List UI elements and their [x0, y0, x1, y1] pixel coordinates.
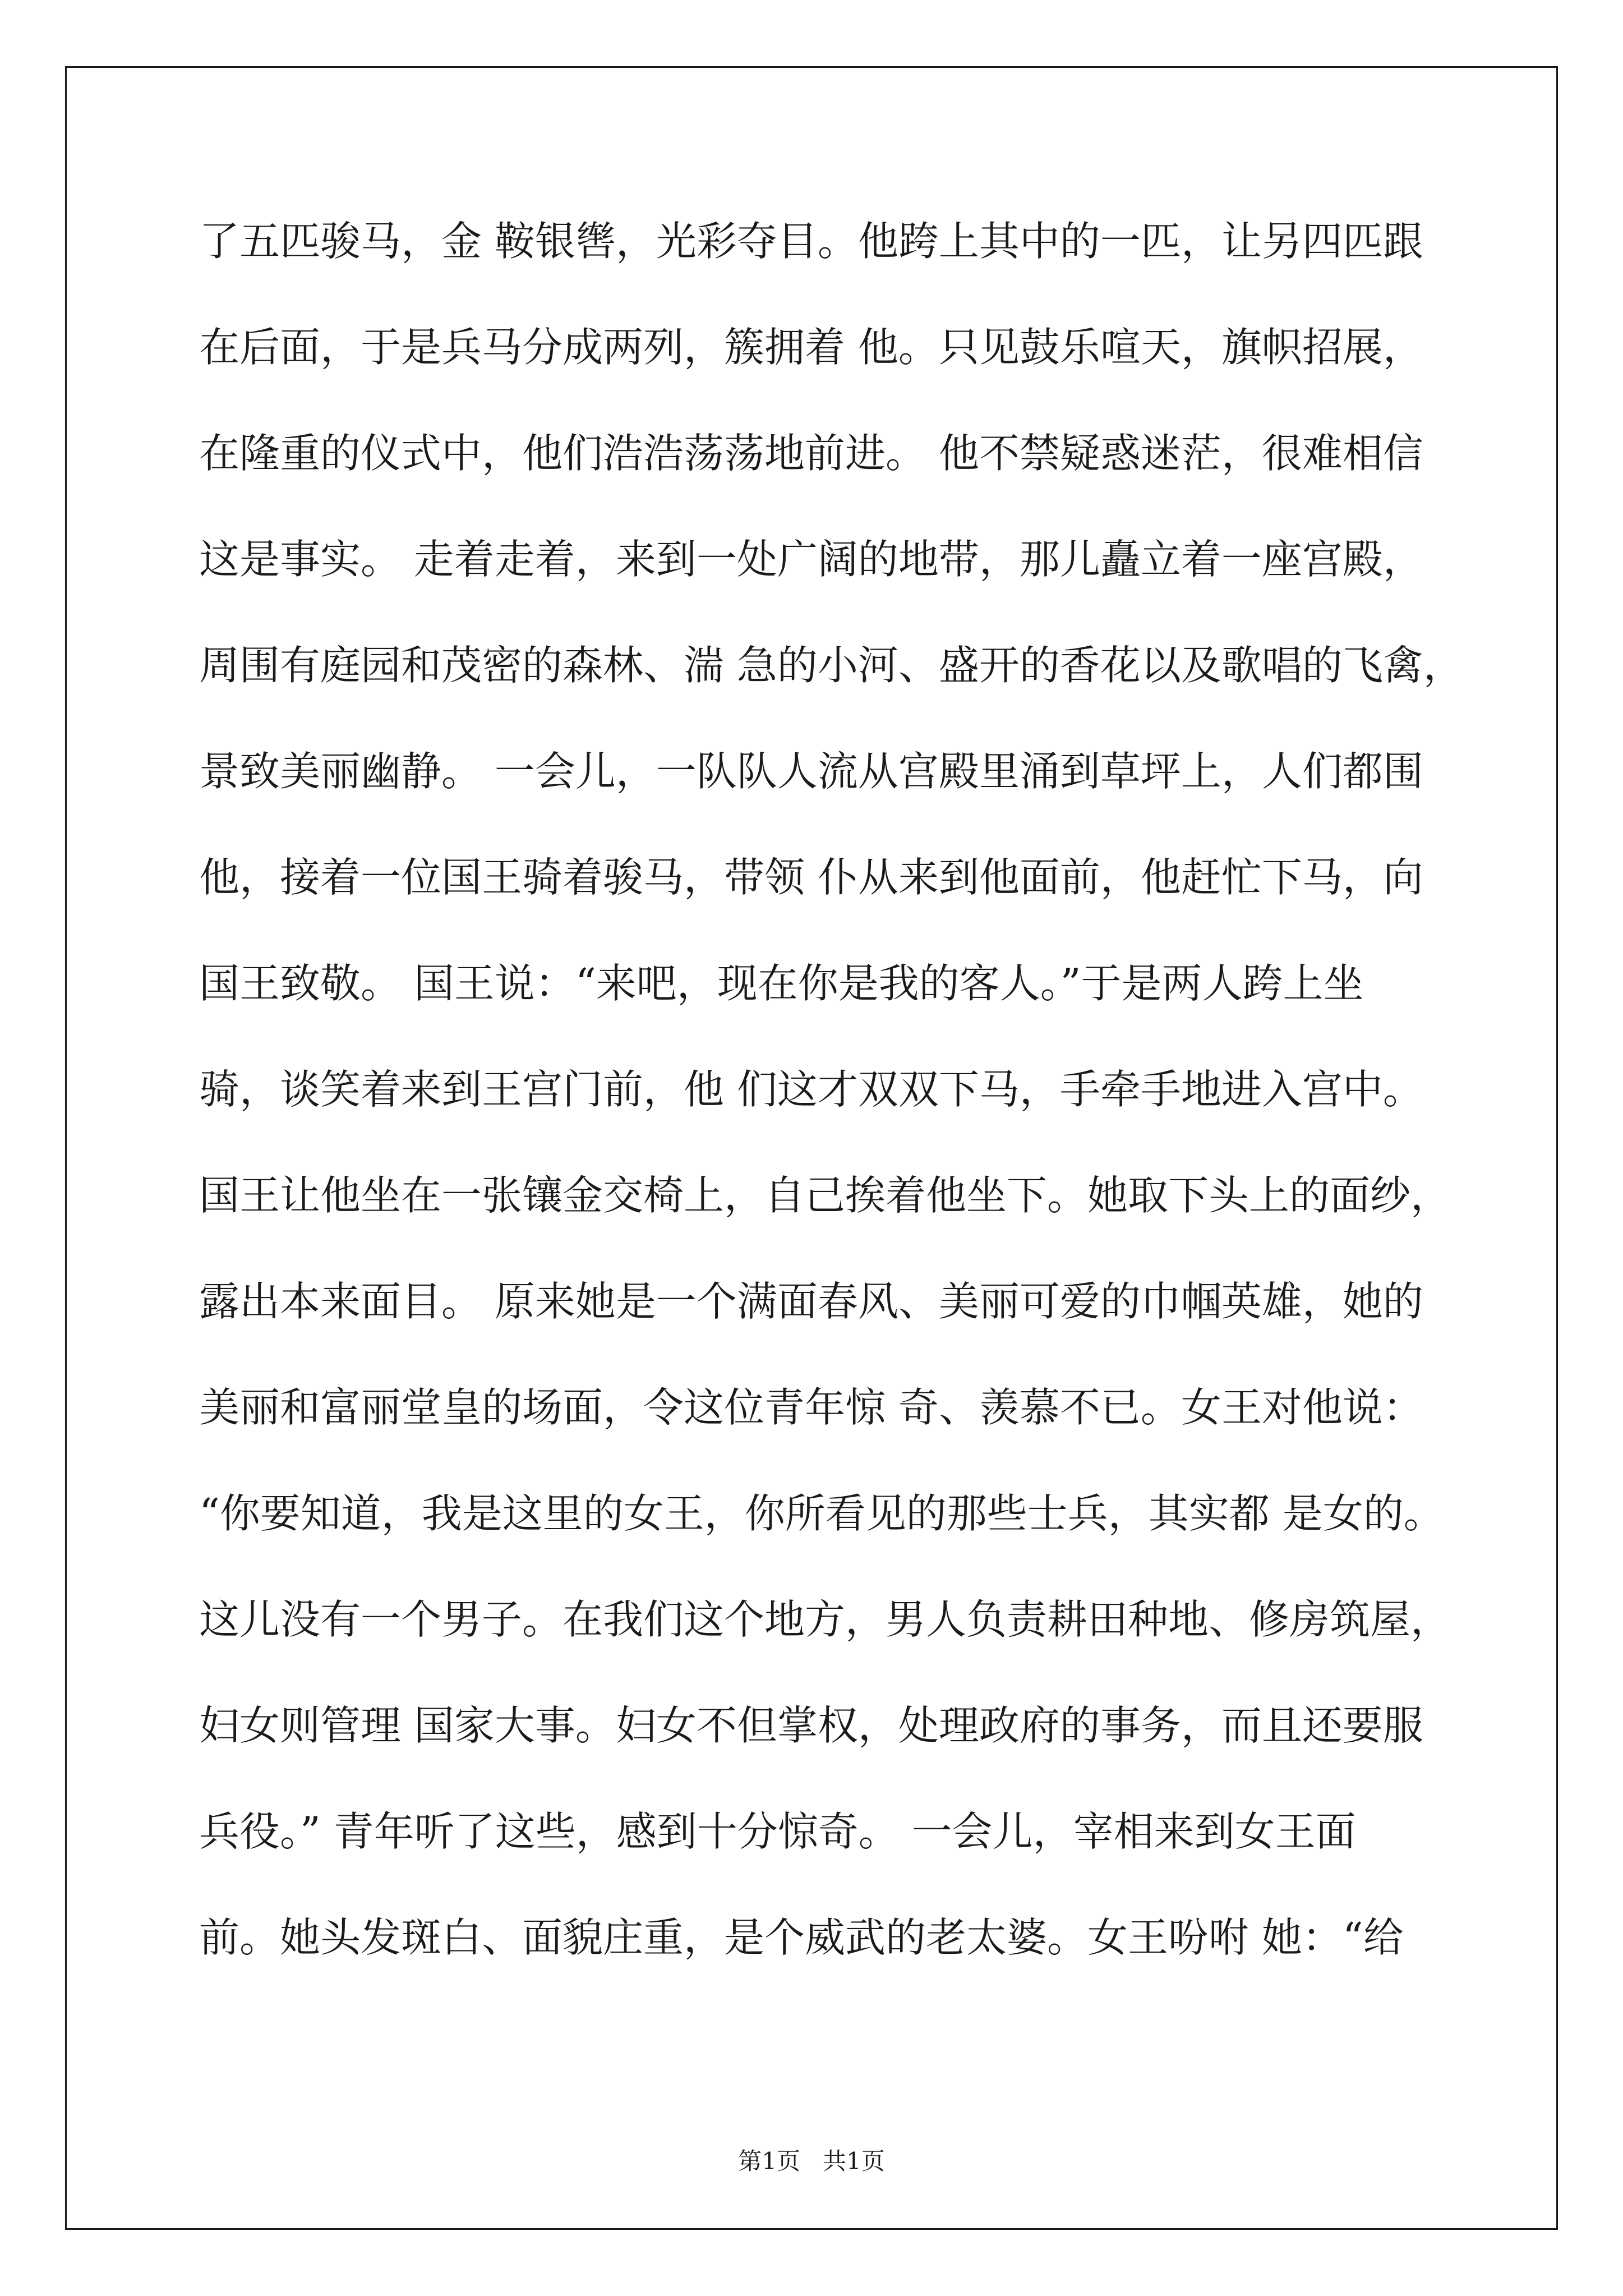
text-line: 这是事实。 走着走着，来到一处广阔的地带，那儿矗立着一座宫殿，: [199, 536, 1423, 583]
text-line: 骑，谈笑着来到王宫门前，他 们这才双双下马，手牵手地进入宫中。: [199, 1066, 1423, 1113]
text-line: 这儿没有一个男子。在我们这个地方，男人负责耕田种地、修房筑屋，: [199, 1596, 1451, 1643]
text-line: 国王让他坐在一张镶金交椅上，自己挨着他坐下。她取下头上的面纱，: [199, 1172, 1451, 1219]
page-number-footer: 第1页 共1页: [738, 2147, 885, 2175]
text-line: 国王致敬。 国王说：“来吧，现在你是我的客人。”于是两人跨上坐: [199, 960, 1364, 1007]
text-line: 在后面，于是兵马分成两列，簇拥着 他。只见鼓乐喧天，旗帜招展，: [199, 324, 1423, 371]
text-line: 美丽和富丽堂皇的场面，令这位青年惊 奇、羡慕不已。女王对他说：: [199, 1384, 1423, 1431]
document-body: [199, 217, 1464, 2019]
text-line: 了五匹骏马，金 鞍银辔，光彩夺目。他跨上其中的一匹，让另四匹跟: [199, 218, 1423, 265]
text-line: 周围有庭园和茂密的森林、湍 急的小河、盛开的香花以及歌唱的飞禽，: [199, 642, 1464, 689]
text-line: 兵役。” 青年听了这些，感到十分惊奇。 一会儿，宰相来到女王面: [199, 1808, 1356, 1855]
text-line: 前。她头发斑白、面貌庄重，是个威武的老太婆。女王吩咐 她：“给: [199, 1914, 1404, 1961]
text-line: 他，接着一位国王骑着骏马，带领 仆从来到他面前，他赶忙下马，向: [199, 854, 1423, 901]
text-line: 景致美丽幽静。 一会儿，一队队人流从宫殿里涌到草坪上，人们都围: [199, 748, 1423, 795]
text-line: “你要知道，我是这里的女王，你所看见的那些士兵，其实都 是女的。: [199, 1490, 1444, 1537]
text-line: 露出本来面目。 原来她是一个满面春风、美丽可爱的巾帼英雄，她的: [199, 1278, 1423, 1325]
text-line: 在隆重的仪式中，他们浩浩荡荡地前进。 他不禁疑惑迷茫，很难相信: [199, 430, 1423, 477]
text-line: 妇女则管理 国家大事。妇女不但掌权，处理政府的事务，而且还要服: [199, 1702, 1423, 1749]
